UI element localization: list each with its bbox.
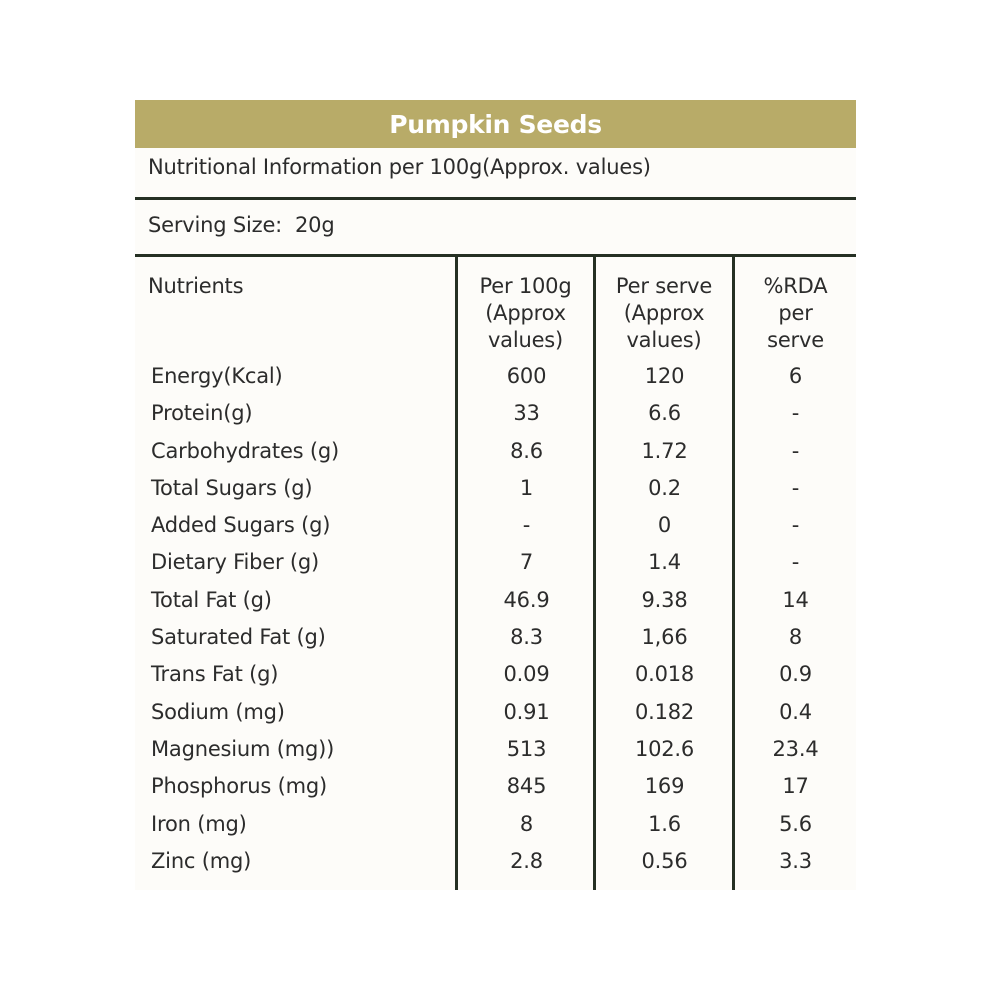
value-rda: 0.4 xyxy=(779,699,812,724)
value-rda: 17 xyxy=(782,774,809,799)
header-line: %RDA xyxy=(763,274,828,298)
table-row xyxy=(135,806,856,843)
table-row xyxy=(135,544,856,581)
nutrient-name: Trans Fat (g) xyxy=(151,662,279,687)
table-row xyxy=(135,433,856,470)
value-per-100g: 0.91 xyxy=(503,699,550,724)
header-rda xyxy=(735,273,856,354)
nutrition-table xyxy=(135,100,856,890)
nutrient-name: Sodium (mg) xyxy=(151,699,285,724)
table-row xyxy=(135,358,856,395)
value-per-serve: 120 xyxy=(644,364,685,388)
table-row xyxy=(135,843,856,880)
value-rda: 6 xyxy=(788,364,803,388)
header-nutrients: Nutrients xyxy=(148,274,244,298)
value-per-serve: 1.6 xyxy=(648,811,681,836)
value-per-100g: 513 xyxy=(506,736,547,761)
value-per-serve: 0.182 xyxy=(634,699,695,724)
value-per-100g: 8.6 xyxy=(510,438,543,463)
nutrient-rows xyxy=(135,358,856,880)
value-per-serve: 0 xyxy=(657,513,672,538)
nutrient-name: Dietary Fiber (g) xyxy=(151,550,320,575)
value-per-100g: 8 xyxy=(519,811,534,836)
value-rda: - xyxy=(791,513,800,538)
divider-line xyxy=(135,197,856,200)
value-rda: - xyxy=(791,550,800,575)
nutrient-name: Total Sugars (g) xyxy=(151,475,313,500)
value-rda: 0.9 xyxy=(779,662,812,687)
nutrient-name: Zinc (mg) xyxy=(151,848,252,873)
value-per-100g: 46.9 xyxy=(503,587,550,612)
value-rda: 3.3 xyxy=(779,848,812,873)
header-line: serve xyxy=(767,328,824,352)
value-per-serve: 0.56 xyxy=(641,848,688,873)
nutrition-info-caption: Nutritional Information per 100g(Approx. values) xyxy=(148,155,651,179)
header-line: Per serve xyxy=(615,274,713,298)
nutrient-name: Energy(Kcal) xyxy=(151,364,283,388)
value-per-100g: 1 xyxy=(519,475,534,500)
nutrient-name: Protein(g) xyxy=(151,401,253,426)
value-rda: - xyxy=(791,401,800,426)
value-rda: - xyxy=(791,438,800,463)
nutrient-name: Saturated Fat (g) xyxy=(151,625,326,650)
header-line: (Approx xyxy=(485,301,566,325)
nutrient-name: Iron (mg) xyxy=(151,811,247,836)
title-bar xyxy=(135,100,856,148)
table-row xyxy=(135,507,856,544)
value-rda: 8 xyxy=(788,625,803,650)
table-row xyxy=(135,582,856,619)
value-per-serve: 0.018 xyxy=(634,662,695,687)
nutrient-name: Magnesium (mg)) xyxy=(151,736,335,761)
nutrient-name: Carbohydrates (g) xyxy=(151,438,339,463)
header-line: values) xyxy=(626,328,702,352)
value-per-100g: 7 xyxy=(519,550,534,575)
value-per-serve: 1.4 xyxy=(648,550,681,575)
value-per-serve: 9.38 xyxy=(641,587,688,612)
value-per-serve: 169 xyxy=(644,774,685,799)
table-row xyxy=(135,656,856,693)
value-per-100g: 0.09 xyxy=(503,662,550,687)
value-per-serve: 1.72 xyxy=(641,438,688,463)
value-rda: 5.6 xyxy=(779,811,812,836)
value-per-100g: 845 xyxy=(506,774,547,799)
table-row xyxy=(135,731,856,768)
table-row xyxy=(135,768,856,805)
value-per-serve: 0.2 xyxy=(648,475,681,500)
table-row xyxy=(135,619,856,656)
value-rda: - xyxy=(791,475,800,500)
header-per-100g xyxy=(458,273,593,354)
table-row xyxy=(135,470,856,507)
nutrient-name: Total Fat (g) xyxy=(151,587,272,612)
value-per-100g: 600 xyxy=(506,364,547,388)
serving-size: Serving Size: 20g xyxy=(148,213,335,237)
header-line: values) xyxy=(487,328,564,352)
value-per-100g: - xyxy=(522,513,531,538)
table-title: Pumpkin Seeds xyxy=(389,109,602,139)
header-line: Per 100g xyxy=(479,274,572,298)
nutrient-name: Added Sugars (g) xyxy=(151,513,331,538)
header-line: (Approx xyxy=(623,301,705,325)
value-per-100g: 33 xyxy=(513,401,540,426)
value-per-100g: 8.3 xyxy=(510,625,543,650)
table-row xyxy=(135,694,856,731)
value-per-serve: 6.6 xyxy=(648,401,681,426)
header-per-serve xyxy=(596,273,732,354)
value-per-serve: 102.6 xyxy=(634,736,695,761)
value-rda: 23.4 xyxy=(772,736,819,761)
divider-line xyxy=(135,254,856,257)
table-row xyxy=(135,395,856,432)
value-rda: 14 xyxy=(782,587,809,612)
value-per-100g: 2.8 xyxy=(510,848,543,873)
header-line: per xyxy=(778,301,813,325)
value-per-serve: 1,66 xyxy=(641,625,688,650)
nutrient-name: Phosphorus (mg) xyxy=(151,774,327,799)
